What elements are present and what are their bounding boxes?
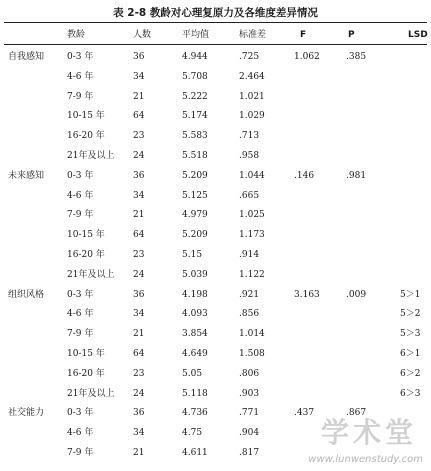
header-n: 人数	[133, 30, 152, 40]
row-sd: 1.044	[239, 170, 265, 181]
row-sd: .806	[239, 368, 260, 379]
row-dimension: 组织风格	[8, 289, 45, 300]
table-row	[4, 324, 427, 344]
row-age-group: 4-6 年	[67, 309, 94, 320]
row-sd: 2.464	[239, 71, 265, 82]
row-age-group: 7-9 年	[67, 329, 94, 340]
row-age-group: 0-3 年	[67, 170, 94, 181]
row-age-group: 4-6 年	[67, 71, 94, 82]
row-age-group: 4-6 年	[67, 190, 94, 201]
row-count: 64	[133, 349, 145, 359]
row-age-group: 21年及以上	[67, 269, 115, 280]
row-mean: 4.093	[182, 309, 208, 320]
table-row	[4, 186, 427, 206]
row-count: 21	[133, 210, 145, 221]
row-count: 36	[133, 289, 145, 300]
row-mean: 5.125	[182, 190, 208, 201]
row-sd: .958	[239, 151, 260, 161]
table-row	[4, 67, 427, 87]
row-p: .385	[346, 52, 367, 62]
row-count: 21	[133, 91, 145, 102]
header-mean: 平均值	[182, 30, 210, 40]
table-row	[4, 384, 427, 404]
row-mean: 5.209	[182, 170, 208, 181]
watermark-text: 学术堂	[320, 416, 417, 449]
table-row	[4, 344, 427, 364]
row-lsd: 6＞3	[400, 388, 421, 399]
row-sd: .903	[239, 388, 260, 399]
table-row	[4, 146, 427, 166]
row-sd: .856	[239, 309, 260, 320]
row-lsd: 6＞2	[400, 368, 421, 379]
row-age-group: 10-15 年	[67, 349, 105, 359]
row-mean: 4.198	[182, 289, 208, 300]
row-mean: 3.854	[182, 329, 208, 340]
row-lsd: 5＞3	[400, 329, 421, 340]
row-mean: 5.708	[182, 71, 208, 82]
table-row	[4, 245, 427, 265]
row-count: 23	[133, 368, 145, 379]
row-age-group: 7-9 年	[67, 210, 94, 221]
row-count: 36	[133, 52, 145, 62]
header-p: P	[348, 30, 355, 40]
row-mean: 5.583	[182, 131, 208, 142]
row-sd: 1.014	[239, 329, 265, 340]
row-dimension: 未来感知	[8, 170, 45, 181]
row-sd: 1.122	[239, 269, 265, 280]
table-row	[4, 47, 427, 67]
row-sd: .713	[239, 131, 260, 142]
row-count: 23	[133, 131, 145, 142]
row-mean: 5.174	[182, 111, 208, 122]
row-mean: 5.209	[182, 230, 208, 241]
row-mean: 5.222	[182, 91, 208, 102]
table-row	[4, 285, 427, 305]
row-lsd: 6＞1	[400, 349, 421, 359]
watermark	[275, 411, 425, 467]
row-count: 36	[133, 408, 145, 419]
row-age-group: 16-20 年	[67, 368, 105, 379]
row-age-group: 10-15 年	[67, 230, 105, 241]
table-row	[4, 166, 427, 186]
row-mean: 5.518	[182, 151, 208, 161]
row-count: 34	[133, 190, 145, 201]
row-count: 36	[133, 170, 145, 181]
row-mean: 4.979	[182, 210, 208, 221]
row-dimension: 社交能力	[8, 408, 45, 419]
row-f: .437	[294, 408, 315, 419]
header-f: F	[300, 30, 307, 40]
row-age-group: 21年及以上	[67, 151, 115, 161]
header-age: 教龄	[67, 30, 86, 40]
row-mean: 4.611	[182, 448, 208, 458]
row-sd: .665	[239, 190, 260, 201]
table-row	[4, 265, 427, 285]
row-age-group: 0-3 年	[67, 408, 94, 419]
table-header	[4, 25, 427, 45]
watermark-url: www.lunwenstudy.com	[308, 454, 423, 465]
row-sd: 1.025	[239, 210, 265, 221]
row-mean: 4.649	[182, 349, 208, 359]
header-rule	[4, 44, 427, 45]
row-count: 21	[133, 329, 145, 340]
row-sd: 1.021	[239, 91, 265, 102]
row-count: 24	[133, 151, 145, 161]
row-sd: .817	[239, 448, 260, 458]
header-lsd: LSD	[408, 30, 428, 40]
row-mean: 5.039	[182, 269, 208, 280]
row-sd: 1.508	[239, 349, 265, 359]
row-p: .867	[346, 408, 367, 419]
row-mean: 5.118	[182, 388, 208, 399]
row-age-group: 16-20 年	[67, 250, 105, 260]
row-mean: 5.05	[182, 368, 203, 379]
table-row	[4, 205, 427, 225]
row-sd: .771	[239, 408, 260, 419]
row-count: 64	[133, 111, 145, 122]
row-sd: .725	[239, 52, 260, 62]
table-title: 表 2-8 教龄对心理复原力及各维度差异情况	[113, 7, 318, 19]
row-mean: 4.736	[182, 408, 208, 419]
row-mean: 4.944	[182, 52, 208, 62]
row-lsd: 5＞2	[400, 309, 421, 320]
row-count: 34	[133, 71, 145, 82]
row-age-group: 7-9 年	[67, 448, 94, 458]
table-row	[4, 364, 427, 384]
row-age-group: 10-15 年	[67, 111, 105, 122]
row-age-group: 21年及以上	[67, 388, 115, 399]
table-row	[4, 87, 427, 107]
table-row	[4, 106, 427, 126]
row-f: .146	[294, 170, 315, 181]
row-count: 23	[133, 250, 145, 260]
row-age-group: 7-9 年	[67, 91, 94, 102]
row-lsd: 5＞1	[400, 289, 421, 300]
row-count: 24	[133, 269, 145, 280]
row-p: .981	[346, 170, 367, 181]
row-f: 1.062	[294, 52, 320, 62]
row-sd: .914	[239, 250, 260, 260]
table-row	[4, 304, 427, 324]
row-age-group: 0-3 年	[67, 289, 94, 300]
row-count: 21	[133, 448, 145, 458]
row-p: .009	[346, 289, 367, 300]
row-count: 34	[133, 428, 145, 439]
row-sd: 1.029	[239, 111, 265, 122]
row-mean: 4.75	[182, 428, 203, 439]
row-age-group: 4-6 年	[67, 428, 94, 439]
row-count: 64	[133, 230, 145, 241]
top-rule	[4, 22, 427, 23]
header-sd: 标准差	[239, 30, 267, 40]
row-age-group: 0-3 年	[67, 52, 94, 62]
row-sd: 1.173	[239, 230, 265, 241]
row-mean: 5.15	[182, 250, 203, 260]
table-row	[4, 225, 427, 245]
row-sd: .904	[239, 428, 260, 439]
table-row	[4, 126, 427, 146]
row-f: 3.163	[294, 289, 320, 300]
row-count: 24	[133, 388, 145, 399]
row-age-group: 16-20 年	[67, 131, 105, 142]
row-sd: .921	[239, 289, 260, 300]
row-dimension: 自我感知	[8, 52, 45, 62]
row-count: 34	[133, 309, 145, 320]
